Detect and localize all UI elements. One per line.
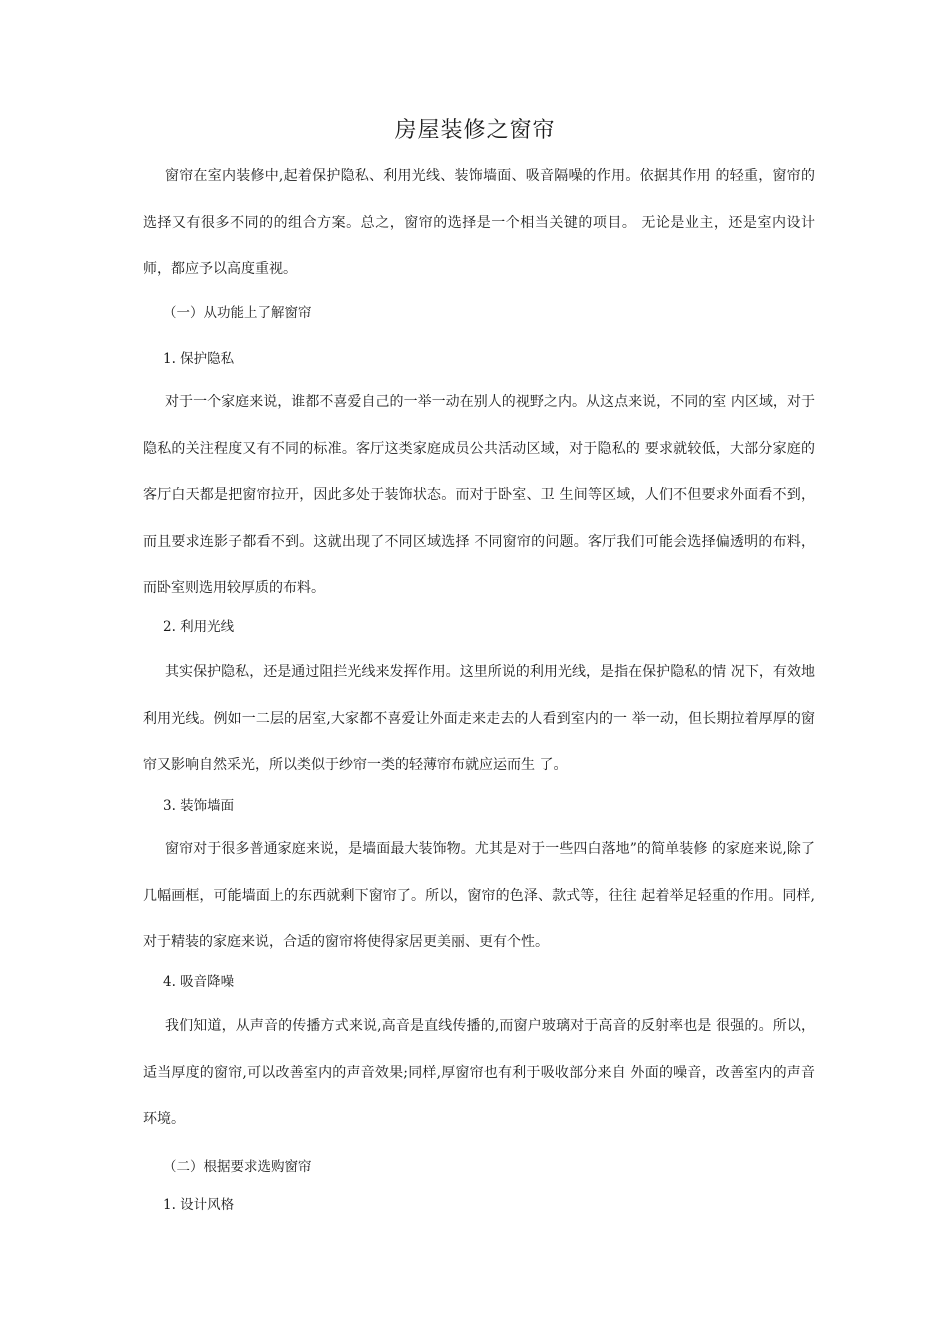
section-heading-functions: （一）从功能上了解窗帘 xyxy=(163,305,312,321)
paragraph-acoustics: 我们知道，从声音的传播方式来说,高音是直线传播的,而窗户玻璃对于高音的反射率也是 很强的。所以，适当厚度的窗帘,可以改善室内的声音效果;同样,厚窗帘也有利于吸收部分来自 外面的噪音，改善室内的声音环境。 xyxy=(143,1018,815,1127)
item-heading-light: 2. 利用光线 xyxy=(163,619,235,635)
paragraph-privacy: 对于一个家庭来说，谁都不喜爱自己的一举一动在别人的视野之内。从这点来说，不同的室 内区域，对于隐私的关注程度又有不同的标准。客厅这类家庭成员公共活动区域，对于隐私的 要求就较低，大部分家庭的客厅白天都是把窗帘拉开，因此多处于装饰状态。而对于卧室、卫 生间等区域，人们不但要求外面看不到，而且要求连影子都看不到。这就出现了不同区域选择 不同窗帘的问题。客厅我们可能会选择偏透明的布料，而卧室则选用较厚质的布料。 xyxy=(143,394,815,596)
intro-paragraph: 窗帘在室内装修中,起着保护隐私、利用光线、装饰墙面、吸音隔噪的作用。依据其作用 的轻重，窗帘的选择又有很多不同的的组合方案。总之，窗帘的选择是一个相当关键的项目。 无论是业主，还是室内设计师，都应予以高度重视。 xyxy=(143,168,815,277)
page-title: 房屋装修之窗帘 xyxy=(394,118,556,143)
section-heading-purchase: （二）根据要求选购窗帘 xyxy=(163,1159,312,1175)
paragraph-light: 其实保护隐私，还是通过阻拦光线来发挥作用。这里所说的利用光线，是指在保护隐私的情 况下，有效地利用光线。例如一二层的居室,大家都不喜爱让外面走来走去的人看到室内的一 举一动，但长期拉着厚厚的窗帘又影响自然采光，所以类似于纱帘一类的轻薄帘布就应运而生 了。 xyxy=(143,664,815,773)
item-heading-design-style: 1. 设计风格 xyxy=(163,1197,235,1213)
item-heading-privacy: 1. 保护隐私 xyxy=(163,351,235,367)
paragraph-decoration: 窗帘对于很多普通家庭来说，是墙面最大装饰物。尤其是对于一些四白落地”的简单装修 的家庭来说,除了几幅画框，可能墙面上的东西就剩下窗帘了。所以，窗帘的色泽、款式等，往往 起着举足轻重的作用。同样,对于精装的家庭来说，合适的窗帘将使得家居更美丽、更有个性。 xyxy=(143,841,815,950)
item-heading-acoustics: 4. 吸音降噪 xyxy=(163,974,235,990)
item-heading-decoration: 3. 装饰墙面 xyxy=(163,798,235,814)
